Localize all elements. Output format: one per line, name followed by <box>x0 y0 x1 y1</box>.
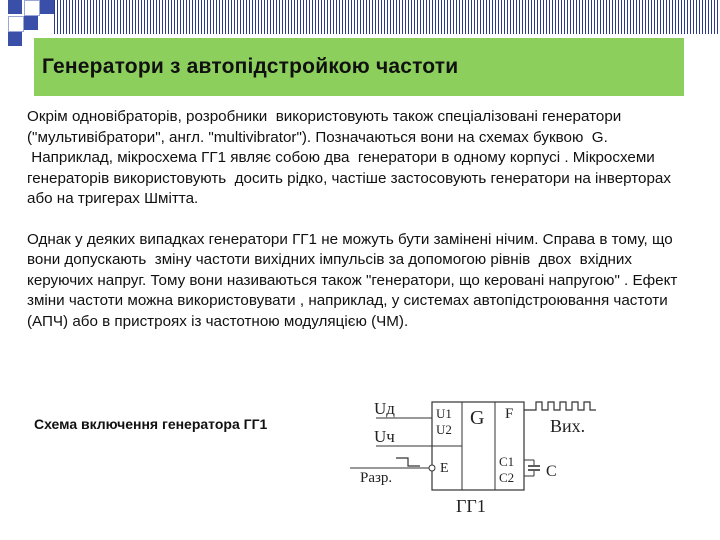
decor-square <box>8 16 24 32</box>
capacitor-label: C <box>546 463 557 480</box>
pin-e-label: E <box>440 461 449 476</box>
decor-square <box>24 0 40 16</box>
chip-name-label: ГГ1 <box>456 496 486 516</box>
paragraph: Окрім одновібраторів, розробники використовують також спеціалізовані генератори ("мультивібратори", англ. "multivibrator"). Позначаються вони на схемах буквою G. <box>27 108 626 146</box>
enable-step-icon <box>396 458 420 466</box>
body-text <box>27 107 697 332</box>
header-stripe-bar <box>54 0 720 34</box>
decor-square <box>24 16 38 30</box>
block-g-label: G <box>470 407 485 429</box>
decor-square <box>8 32 22 46</box>
slide-title: Генератори з автопідстройкою частоти <box>42 55 459 78</box>
gg1-schematic <box>340 396 640 540</box>
pin-f-label: F <box>505 406 514 422</box>
decor-square <box>40 0 54 14</box>
paragraph-gap <box>27 210 697 230</box>
output-label: Вих. <box>550 416 586 436</box>
enable-label: Разр. <box>360 470 393 486</box>
title-banner <box>34 38 684 96</box>
pin-u2-label: U2 <box>436 422 452 437</box>
figure-caption: Схема включення генератора ГГ1 <box>34 416 268 432</box>
pin-u1-label: U1 <box>436 406 452 421</box>
decor-square <box>8 0 22 14</box>
pin-c2-label: C2 <box>499 470 515 485</box>
pin-c1-label: C1 <box>499 454 515 469</box>
paragraph: Наприклад, мікросхема ГГ1 являє собою два генератори в одному корпусі . Мікросхеми генераторів використовують досить рідко, частіше застосовують генератори на інверторах або на тригерах Шмітта. <box>27 149 676 207</box>
input-ud-label: Uд <box>374 399 395 418</box>
pulse-waveform-icon <box>524 402 596 410</box>
input-uch-label: Uч <box>374 427 395 446</box>
inversion-bubble-icon <box>429 465 435 471</box>
paragraph: Однак у деяких випадках генератори ГГ1 не можуть бути замінені нічим. Справа в тому, що вони допускають зміну частоти вихідних імпульсів за допомогою рівнів двох вхідних керуючих напруг. Тому вони називаються також "генератори, що керовані напругою" . Ефект зміни частоти можна використовувати , наприклад, у системах автопідстроювання частоти (АПЧ) або в пристроях із частотною модуляцією (ЧМ). <box>27 230 682 330</box>
